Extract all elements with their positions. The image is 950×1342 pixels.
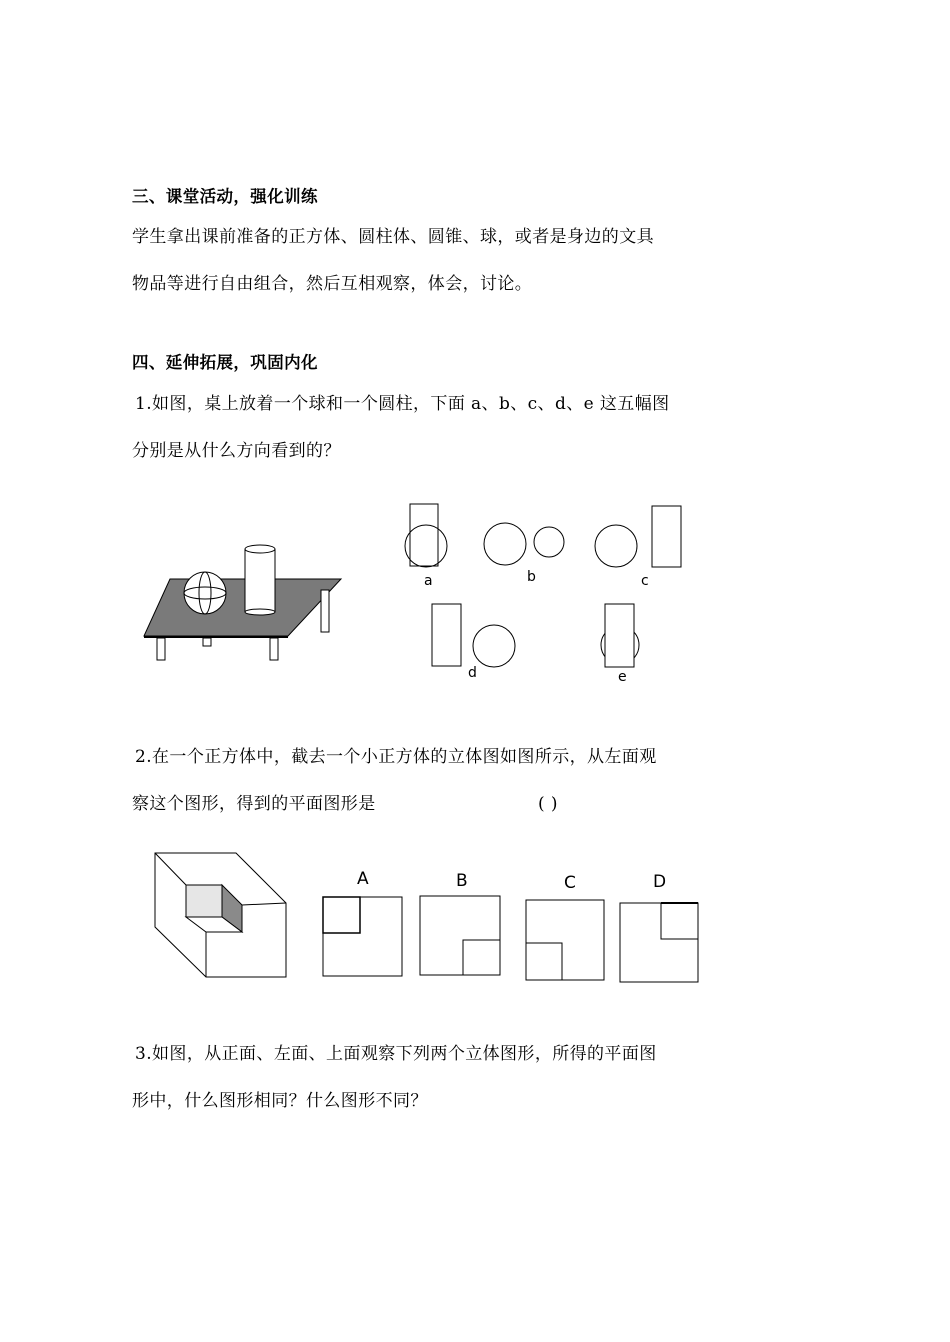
- question-3-line-2: 形中，什么图形相同？什么图形不同？: [132, 1091, 428, 1111]
- option-label-c: C: [564, 873, 576, 893]
- section-3-heading: 三、课堂活动，强化训练: [132, 187, 318, 206]
- option-label-a: A: [357, 869, 369, 889]
- section-3-paragraph-line-1: 学生拿出课前准备的正方体、圆柱体、圆锥、球，或者是身边的文具: [132, 227, 654, 247]
- view-label-c: c: [641, 573, 649, 589]
- view-label-e: e: [618, 669, 627, 685]
- option-label-b: B: [456, 871, 468, 891]
- option-label-d: D: [653, 872, 667, 892]
- view-label-d: d: [468, 665, 477, 681]
- view-label-a: a: [424, 573, 433, 589]
- section-4-heading: 四、延伸拓展，巩固内化: [132, 353, 318, 372]
- question-3-line-1: 3.如图，从正面、左面、上面观察下列两个立体图形，所得的平面图: [135, 1044, 657, 1064]
- section-3-paragraph-line-2: 物品等进行自由组合，然后互相观察，体会，讨论。: [132, 274, 533, 294]
- question-1-line-1: 1.如图，桌上放着一个球和一个圆柱，下面 a、b、c、d、e 这五幅图: [135, 394, 670, 414]
- view-label-b: b: [527, 569, 536, 585]
- question-2-line-2: 察这个图形，得到的平面图形是: [132, 794, 376, 814]
- question-1-line-2: 分别是从什么方向看到的？: [132, 441, 341, 461]
- question-2-line-1: 2.在一个正方体中，截去一个小正方体的立体图如图所示，从左面观: [135, 747, 657, 767]
- answer-blank: ( ): [538, 794, 558, 814]
